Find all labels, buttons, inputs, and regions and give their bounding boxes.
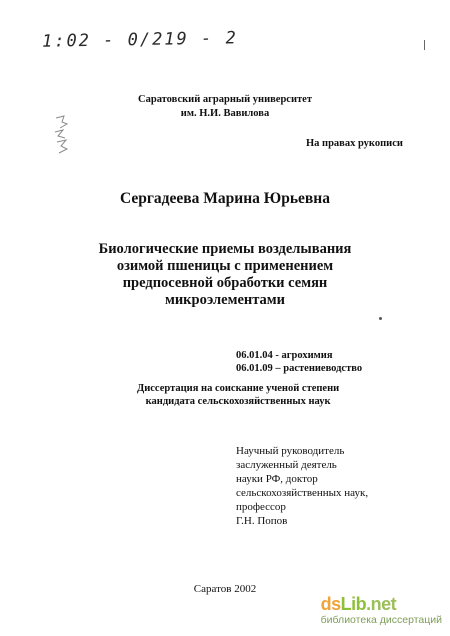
watermark-subtitle: библиотека диссертаций: [320, 614, 442, 626]
supervisor-line: профессор: [236, 501, 286, 513]
supervisor-line: заслуженный деятель: [236, 459, 337, 471]
site-watermark: [321, 595, 442, 626]
thesis-title-line: озимой пшеницы с применением: [116, 258, 334, 274]
degree-statement: [137, 382, 339, 408]
watermark-logo-lib: Lib: [340, 594, 367, 614]
scan-speck: [379, 317, 382, 320]
university-block: [0, 93, 450, 121]
university-name: Саратовский аграрный университет: [138, 94, 312, 105]
supervisor-line: сельскохозяйственных наук,: [236, 487, 369, 499]
supervisor-line: науки РФ, доктор: [236, 473, 318, 485]
specialty-codes: [236, 349, 362, 375]
watermark-logo-ds: ds: [320, 594, 341, 614]
thesis-title: [0, 241, 450, 309]
specialty-plant-growing: 06.01.09 – растениеводство: [236, 363, 363, 374]
thesis-title-line: Биологические приемы возделывания: [98, 241, 352, 257]
degree-line: Диссертация на соискание ученой степени: [137, 383, 340, 394]
handwritten-code: 1:02 - 0/219 - 2: [41, 28, 238, 52]
thesis-title-line: предпосевной обработки семян: [122, 275, 328, 291]
university-named-after: им. Н.И. Вавилова: [180, 108, 270, 119]
supervisor-block: [236, 444, 368, 528]
thesis-title-line: микроэлементами: [164, 292, 286, 308]
watermark-logo-net: .net: [366, 594, 397, 614]
degree-line: кандидата сельскохозяйственных наук: [145, 396, 331, 407]
specialty-agrochemistry: 06.01.04 - агрохимия: [236, 350, 333, 361]
author-name: Сергадеева Марина Юрьевна: [120, 190, 330, 207]
watermark-logo: [321, 595, 442, 613]
supervisor-line: Научный руководитель: [236, 445, 345, 457]
margin-mark: [424, 40, 433, 50]
supervisor-name: Г.Н. Попов: [236, 515, 288, 527]
city-year: Саратов 2002: [193, 583, 257, 595]
rights-note: На правах рукописи: [306, 138, 403, 149]
